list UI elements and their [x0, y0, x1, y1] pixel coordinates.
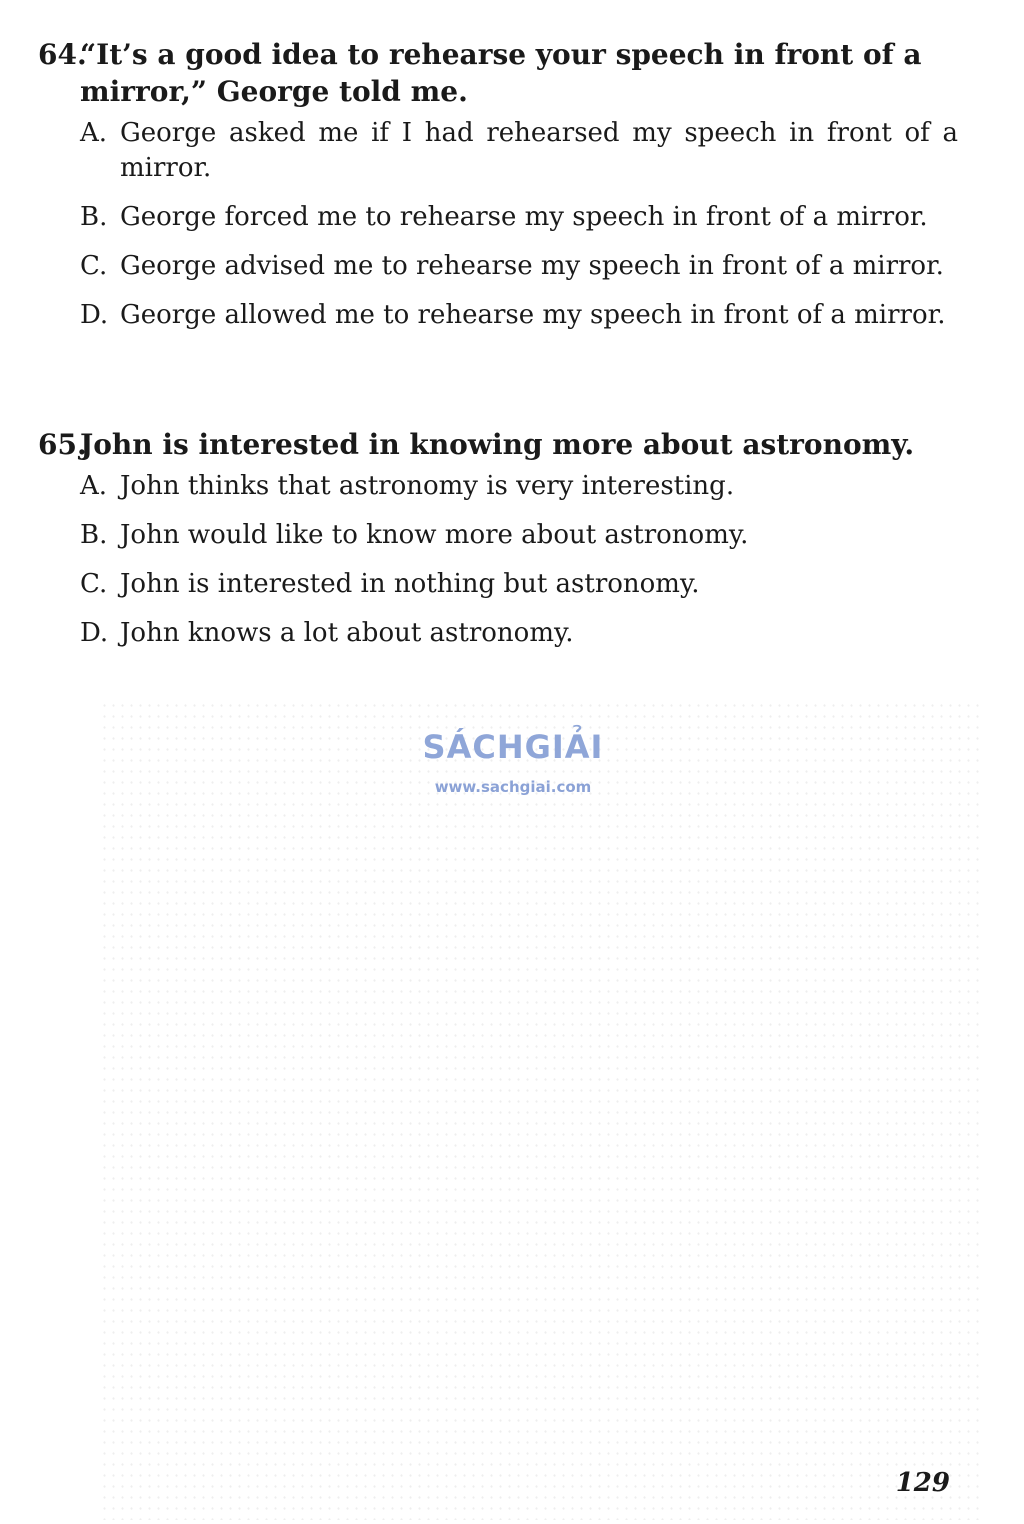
question-number: 65.: [38, 428, 87, 461]
option-d: [80, 298, 958, 333]
option-list: [80, 116, 958, 333]
watermark-url: www.sachgiai.com: [434, 778, 592, 796]
option-b: [80, 200, 958, 235]
question-65: [38, 426, 958, 665]
option-c: [80, 249, 958, 284]
option-text: John would like to know more about astronomy.: [120, 520, 749, 550]
option-text: John is interested in nothing but astronomy.: [120, 569, 700, 599]
option-letter: A.: [80, 118, 108, 148]
option-c: [80, 567, 958, 602]
option-letter: C.: [80, 251, 108, 281]
page-number: 129: [895, 1468, 950, 1498]
question-64: [38, 36, 958, 347]
watermark-title: SÁCHGIẢI: [422, 728, 604, 766]
option-b: [80, 518, 958, 553]
option-letter: A.: [80, 471, 108, 501]
question-number: 64.: [38, 38, 87, 71]
question-stem: [38, 36, 958, 110]
option-letter: B.: [80, 520, 108, 550]
option-text: John thinks that astronomy is very interesting.: [120, 471, 735, 501]
option-letter: D.: [80, 618, 109, 648]
option-text: George forced me to rehearse my speech in front of a mirror.: [120, 202, 928, 232]
option-text: George allowed me to rehearse my speech in front of a mirror.: [120, 300, 946, 330]
watermark-logo: [408, 712, 618, 796]
paper-speckle-texture: [100, 700, 980, 1520]
option-text: George advised me to rehearse my speech in front of a mirror.: [120, 251, 944, 281]
option-letter: C.: [80, 569, 108, 599]
option-list: [80, 469, 958, 651]
question-text: John is interested in knowing more about astronomy.: [80, 428, 915, 461]
option-a: [80, 469, 958, 504]
question-stem: [38, 426, 958, 463]
option-letter: B.: [80, 202, 108, 232]
question-text: “It’s a good idea to rehearse your speech in front of a mirror,” George told me.: [80, 38, 922, 108]
option-letter: D.: [80, 300, 109, 330]
option-text: George asked me if I had rehearsed my speech in front of a mirror.: [120, 118, 958, 183]
option-d: [80, 616, 958, 651]
option-a: [80, 116, 958, 186]
option-text: John knows a lot about astronomy.: [120, 618, 574, 648]
